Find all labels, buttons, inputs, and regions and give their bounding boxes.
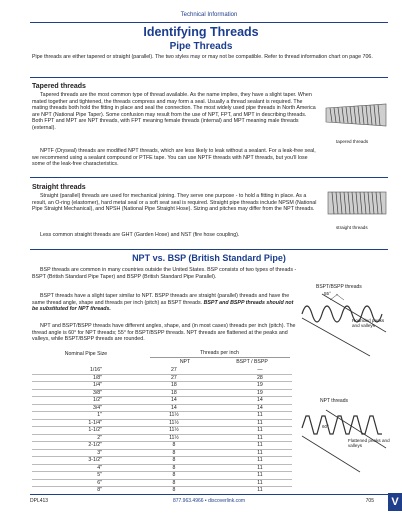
pipe-threads-heading: Pipe Threads [169, 41, 233, 52]
cell-npt: 11½ [120, 419, 228, 427]
cell-bsp: 19 [228, 382, 292, 390]
table-row [32, 449, 292, 457]
cell-bsp: 11 [228, 472, 292, 480]
col-size-header: Nominal Pipe Size [64, 351, 108, 357]
tapered-caption: tapered threads [336, 139, 369, 144]
cell-npt: 27 [120, 367, 228, 374]
cell-size: 1/4" [32, 382, 120, 390]
cell-bsp: 14 [228, 404, 292, 412]
cell-bsp: 11 [228, 427, 292, 435]
straight-caption: straight threads [336, 225, 368, 230]
section-label: Technical Information [180, 12, 238, 18]
header-rule [150, 357, 290, 358]
cell-size: 6" [32, 479, 120, 487]
footer [30, 494, 388, 505]
col-npt-header: NPT [179, 359, 191, 365]
cell-size: 3/4" [32, 404, 120, 412]
table-row [32, 464, 292, 472]
cell-size: 3-1/2" [32, 457, 120, 465]
cell-size: 3/8" [32, 389, 120, 397]
table-row [32, 442, 292, 450]
page-number: 705 [365, 498, 374, 504]
page-title: Identifying Threads [143, 25, 259, 39]
cell-bsp: 11 [228, 457, 292, 465]
bsp-paragraph-3: NPT and BSPT/BSPP threads have different angles, shape, and (in most cases) threads per inch (pitch). The thread angle is 60° for NPT threads; 55° for BSPT/BSPP threads. NPT threads are flattened at the peaks and valleys, while BSPT/BSPP threads are rounded. [32, 323, 296, 343]
threads-per-inch-table [32, 367, 292, 495]
cell-size: 1/2" [32, 397, 120, 405]
cell-npt: 8 [120, 457, 228, 465]
cell-npt: 8 [120, 464, 228, 472]
tapered-heading: Tapered threads [32, 83, 86, 90]
cell-bsp: 11 [228, 464, 292, 472]
table-row [32, 367, 292, 374]
npt-note: Flattened peaks and valleys [348, 438, 390, 448]
cell-bsp: 11 [228, 412, 292, 420]
table-row [32, 434, 292, 442]
cell-size: 2" [32, 434, 120, 442]
straight-paragraph-1: Straight (parallel) threads are used for mechanical joining. They serve one purpose - to hold a fitting in place. As a result, an O-ring (elastomer), hard metal seal or a soft seat seal is required. Straight pipe threads include NPSM (National Pipe Straight Mechanical), and NPSH (National Pipe Straight Hose). Sizing and pitches may differ from the NPT threads. [32, 193, 317, 213]
cell-bsp: — [228, 367, 292, 374]
footer-code: DPL413 [30, 498, 49, 504]
straight-heading: Straight threads [32, 184, 86, 191]
npt-figure-label: NPT threads [320, 398, 348, 404]
straight-threads-image [326, 188, 388, 218]
cell-bsp: 11 [228, 442, 292, 450]
cell-npt: 18 [120, 382, 228, 390]
table-row [32, 412, 292, 420]
bsp-paragraph-1: BSP threads are common in many countries outside the United States. BSP consists of two types of threads - BSPT (British Standard Pipe Taper) and BSPP (British Standard Pipe Parallel). [32, 267, 297, 280]
cell-size: 5" [32, 472, 120, 480]
bsp-warning: BSPT and BSPP threads should not be substituted for NPT threads. [32, 299, 294, 313]
table-row [32, 382, 292, 390]
divider [30, 77, 388, 78]
cell-size: 1" [32, 412, 120, 420]
cell-bsp: 19 [228, 389, 292, 397]
divider [30, 249, 388, 250]
cell-bsp: 11 [228, 434, 292, 442]
cell-bsp: 11 [228, 487, 292, 495]
cell-npt: 8 [120, 472, 228, 480]
cell-bsp: 11 [228, 419, 292, 427]
cell-npt: 11½ [120, 434, 228, 442]
table-row [32, 479, 292, 487]
cell-npt: 8 [120, 479, 228, 487]
cell-npt: 27 [120, 374, 228, 382]
cell-npt: 14 [120, 397, 228, 405]
cell-size: 8" [32, 487, 120, 495]
cell-npt: 18 [120, 389, 228, 397]
cell-npt: 14 [120, 404, 228, 412]
tapered-threads-image [324, 98, 390, 134]
table-row [32, 472, 292, 480]
divider [30, 177, 388, 178]
cell-npt: 8 [120, 449, 228, 457]
footer-contact: 877.963.4966 • discoverlink.com [172, 498, 246, 504]
cell-size: 1-1/2" [32, 427, 120, 435]
table-row [32, 404, 292, 412]
table-row [32, 427, 292, 435]
cell-bsp: 14 [228, 397, 292, 405]
header-bar [30, 12, 388, 23]
section-tab[interactable]: V [388, 493, 402, 511]
table-row [32, 487, 292, 495]
pipe-threads-intro: Pipe threads are either tapered or straight (parallel). The two styles may or may not be compatible. Refer to thread information chart on page 706. [32, 54, 373, 60]
tapered-paragraph-2: NPTF (Dryseal) threads are modified NPT threads, which are less likely to leak without a sealant. For a leak-free seal, we recommend using a sealant compound or PTFE tape. You can use NPTF threads with NPT threads, but you'll lose some of the leak-free characteristics. [32, 148, 316, 168]
table-row [32, 389, 292, 397]
col-group-header: Threads per inch [200, 350, 239, 356]
cell-bsp: 28 [228, 374, 292, 382]
cell-npt: 11½ [120, 412, 228, 420]
table-row [32, 397, 292, 405]
cell-size: 1/16" [32, 367, 120, 374]
cell-size: 1-1/4" [32, 419, 120, 427]
cell-size: 1/8" [32, 374, 120, 382]
col-bsp-header: BSPT / BSPP [236, 359, 268, 365]
cell-npt: 8 [120, 442, 228, 450]
table-row [32, 457, 292, 465]
cell-size: 4" [32, 464, 120, 472]
tapered-paragraph-1: Tapered threads are the most common type of thread available. As the name implies, they have a slight taper. When mated together and tightened, the threads compress and may form a seal. Usually a thread sealant is required. The mating threads both hold the fitting in place and seal the connection. The most widely used pipe threads in North America are NPT (National Pipe Taper). Some confusion may result from the use of NPT, FPT, and MPT in describing threads. Both FPT and MPT are NPT threads, with FPT meaning female threads (internal) and MPT meaning male threads (external). [32, 92, 316, 131]
table-row [32, 374, 292, 382]
bsp-paragraph-2: BSPT threads have a slight taper similar to NPT. BSPP threads are straight (parallel) threads and have the same thread angle, shape and threads per inch (pitch) as BSPT threads. BSPT and BSPP threads should not be substituted for NPT threads. [32, 293, 294, 313]
bsp-heading: NPT vs. BSP (British Standard Pipe) [132, 253, 286, 263]
bspt-figure-label: BSPT/BSPP threads [316, 284, 362, 290]
cell-bsp: 11 [228, 479, 292, 487]
cell-bsp: 11 [228, 449, 292, 457]
table-row [32, 419, 292, 427]
cell-size: 2-1/2" [32, 442, 120, 450]
cell-npt: 8 [120, 487, 228, 495]
npt-angle: 60° [322, 424, 329, 429]
cell-npt: 11½ [120, 427, 228, 435]
straight-paragraph-2: Less common straight threads are GHT (Garden Hose) and NST (fire hose coupling). [40, 232, 240, 238]
cell-size: 3" [32, 449, 120, 457]
bspt-angle: 55° [324, 291, 331, 296]
bspt-note: Rounded peaks and valleys [352, 318, 385, 328]
